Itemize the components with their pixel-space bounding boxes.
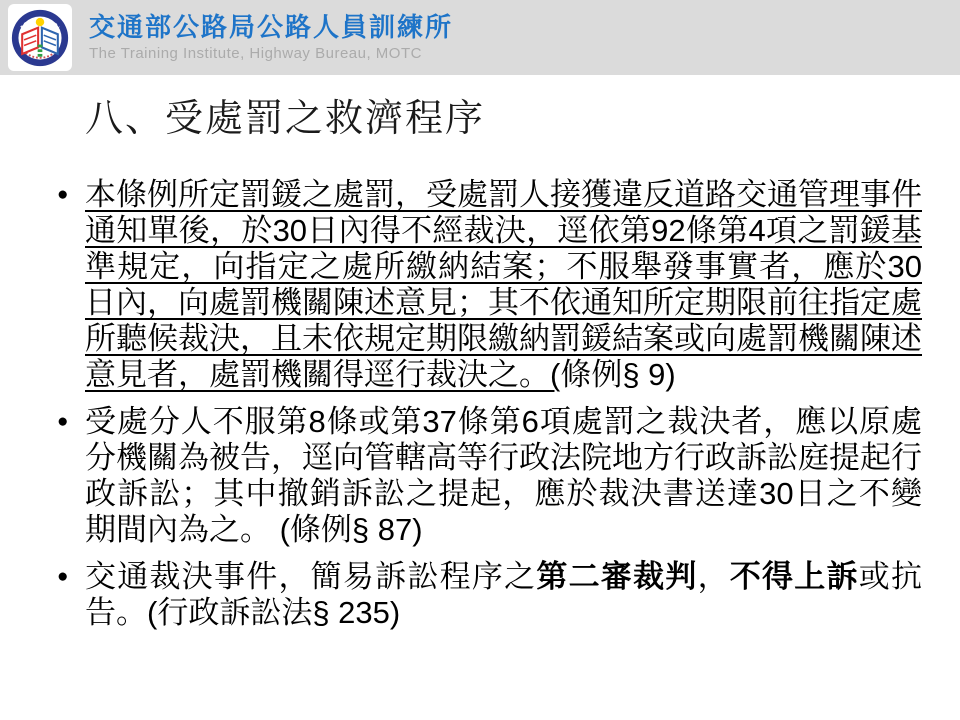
text-segment: 或抗告。(行政訴訟法§ 235)	[85, 559, 923, 630]
bullet-icon: ●	[57, 566, 69, 587]
text-segment: ，	[697, 559, 730, 594]
bullet-list	[57, 177, 922, 631]
text-segment: 本條例所定罰鍰之處罰，受處罰人接獲違反道路交通管理事件通知單後，於30日內得不經裁決，逕依第92條第4項之罰鍰基準規定，向指定之處所繳納結案；不服舉發事實者，應於30日內，向處罰機關陳述意見；其不依通知所定期限前往指定處所聽候裁決，且未依規定期限繳納罰鍰結案或向處罰機關陳述意見者，處罰機關得逕行裁決之。(	[85, 177, 922, 392]
institute-logo	[8, 4, 72, 71]
bullet-icon: ●	[57, 411, 69, 432]
text-segment: 不得上訴	[729, 559, 859, 594]
text-segment: 條例§ 9)	[560, 357, 676, 392]
organization-subtitle-english: The Training Institute, Highway Bureau, MOTC	[89, 45, 422, 62]
bullet-icon: ●	[57, 184, 69, 205]
emblem-icon	[10, 7, 70, 69]
header-text-group	[89, 12, 453, 63]
text-segment: 受處分人不服第8條或第37條第6項處罰之裁決者，應以原處分機關為被告，逕向管轄高等行政法院地方行政訴訟庭提起行政訴訟；其中撤銷訴訟之提起，應於裁決書送達30日之不變期間內為之。 (條例§ 87)	[85, 404, 922, 547]
text-segment: 第二審裁判	[536, 559, 698, 594]
bullet-text	[85, 404, 922, 548]
text-segment: 交通裁決事件，簡易訴訟程序之	[85, 559, 537, 594]
slide-title: 八、受處罰之救濟程序	[85, 98, 486, 140]
organization-title: 交通部公路局公路人員訓練所	[89, 12, 454, 42]
bullet-text	[85, 177, 922, 393]
header-band	[0, 0, 960, 75]
list-item	[57, 177, 922, 393]
list-item	[57, 559, 922, 631]
list-item	[57, 404, 922, 548]
bullet-text	[85, 559, 922, 631]
